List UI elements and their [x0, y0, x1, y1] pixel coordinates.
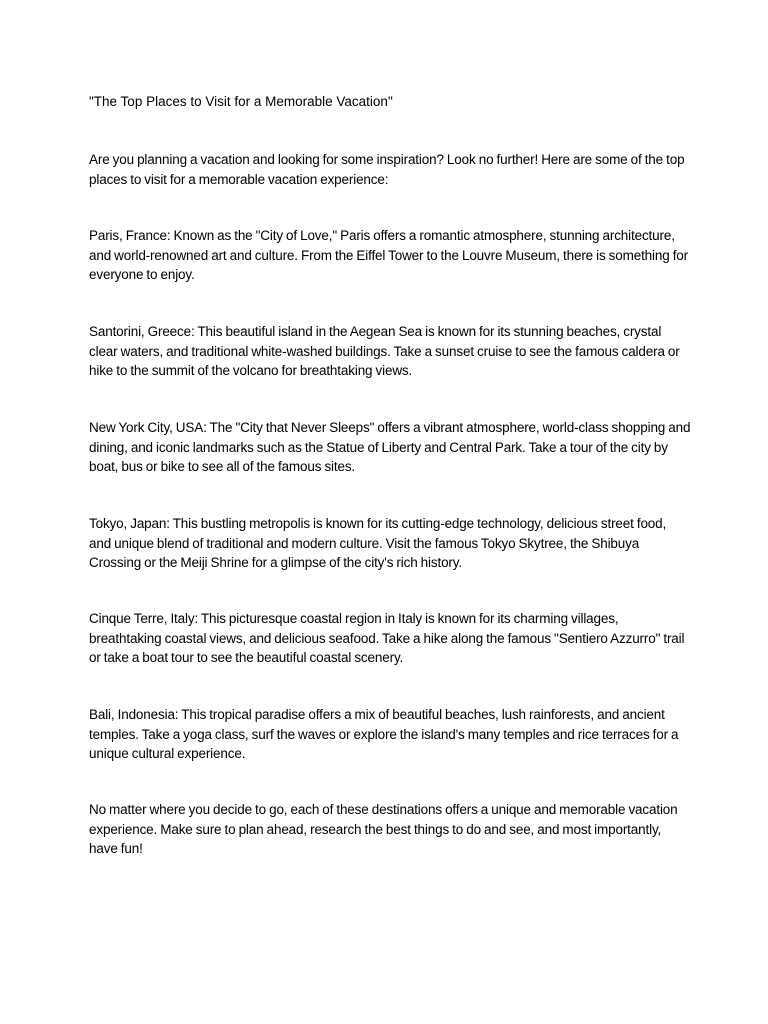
paragraph-tokyo: Tokyo, Japan: This bustling metropolis is known for its cutting-edge technology, delicious street food, and unique blend of traditional and modern culture. Visit the famous Tokyo Skytree, the Shibuya Crossing or the Meiji Shrine for a glimpse of the city's rich history.: [89, 516, 667, 570]
paragraph-conclusion: No matter where you decide to go, each of these destinations offers a unique and memorable vacation experience. Make sure to plan ahead, research the best things to do and see, and most importantly, have fun!: [89, 802, 678, 856]
paragraph-bali: Bali, Indonesia: This tropical paradise offers a mix of beautiful beaches, lush rainforests, and ancient temples. Take a yoga class, surf the waves or explore the island's many temples and rice terraces for a unique cultural experience.: [89, 707, 679, 761]
document-title: "The Top Places to Visit for a Memorable Vacation": [89, 94, 393, 109]
paragraph-new-york: New York City, USA: The "City that Never Sleeps" offers a vibrant atmosphere, world-class shopping and dining, and iconic landmarks such as the Statue of Liberty and Central Park. Take a tour of the city by boat, bus or bike to see all of the famous sites.: [89, 420, 691, 474]
paragraph-cinque-terre: Cinque Terre, Italy: This picturesque coastal region in Italy is known for its charming villages, breathtaking coastal views, and delicious seafood. Take a hike along the famous "Sentiero Azzurro" trail or take a boat tour to see the beautiful coastal scenery.: [89, 611, 685, 665]
paragraph-intro: Are you planning a vacation and looking for some inspiration? Look no further! Here are some of the top places to visit for a memorable vacation experience:: [89, 152, 685, 187]
paragraph-santorini: Santorini, Greece: This beautiful island in the Aegean Sea is known for its stunning beaches, crystal clear waters, and traditional white-washed buildings. Take a sunset cruise to see the famous caldera or hike to the summit of the volcano for breathtaking views.: [89, 324, 680, 378]
paragraph-paris: Paris, France: Known as the "City of Love," Paris offers a romantic atmosphere, stunning architecture, and world-renowned art and culture. From the Eiffel Tower to the Louvre Museum, there is something for everyone to enjoy.: [89, 228, 689, 282]
